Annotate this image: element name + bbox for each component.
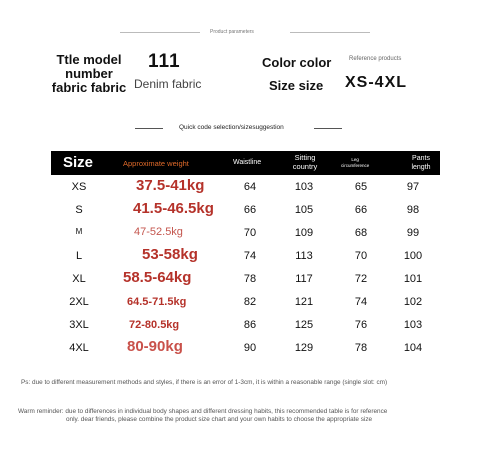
cell-size: XS [71, 181, 87, 193]
cell-sitting: 129 [294, 342, 314, 354]
section-rule-left [135, 128, 163, 129]
title-label [49, 53, 129, 95]
header-sitting-line: country [292, 162, 318, 171]
size-range: XS-4XL [345, 74, 408, 91]
header-size: Size [63, 154, 94, 171]
cell-sitting: 109 [294, 227, 314, 239]
cell-sitting: 121 [294, 296, 314, 308]
cell-size: 3XL [69, 319, 89, 331]
cell-sitting: 125 [294, 319, 314, 331]
cell-weight: 80-90kg [127, 338, 183, 355]
warm-reminder-line2: only. dear friends, please combine the product size chart and your own habits to choose the appropriate size [66, 416, 373, 423]
cell-leg: 72 [354, 273, 368, 285]
cell-weight: 58.5-64kg [123, 269, 192, 286]
cell-leg: 66 [354, 204, 368, 216]
section-title: Quick code selection/sizesuggestion [179, 124, 284, 131]
warm-reminder-line1: Warm reminder: due to differences in individual body shapes and different dressing habits, this recommended table is for reference [18, 408, 388, 415]
cell-leg: 74 [354, 296, 368, 308]
cell-length: 97 [406, 181, 420, 193]
cell-weight: 53-58kg [142, 246, 198, 263]
header-weight: Approximate weight [123, 159, 189, 168]
size-label: Size size [269, 78, 324, 93]
cell-waist: 86 [243, 319, 257, 331]
cell-sitting: 117 [295, 273, 313, 285]
top-rule-left [120, 32, 200, 33]
cell-waist: 66 [243, 204, 257, 216]
table-header [51, 151, 440, 175]
cell-length: 99 [406, 227, 420, 239]
header-leg-line: circumference [341, 163, 370, 168]
header-length-line: length [411, 164, 431, 171]
color-value: Reference products [349, 56, 402, 62]
header-leg [341, 157, 369, 169]
cell-weight: 41.5-46.5kg [133, 200, 214, 217]
cell-length: 98 [406, 204, 420, 216]
header-leg-line: Leg [351, 157, 359, 162]
title-label-line: number [65, 66, 113, 81]
cell-waist: 82 [243, 296, 257, 308]
cell-length: 102 [403, 296, 423, 308]
section-rule-right [314, 128, 342, 129]
cell-leg: 65 [354, 181, 368, 193]
header-length-line: Pants [412, 155, 430, 162]
cell-waist: 74 [243, 250, 257, 262]
cell-leg: 68 [354, 227, 368, 239]
cell-size: 2XL [69, 296, 89, 308]
header-length [407, 154, 435, 172]
fabric-value: Denim fabric [134, 77, 202, 91]
cell-length: 103 [403, 319, 423, 331]
header-sitting-line: Sitting [294, 153, 316, 162]
cell-waist: 90 [243, 342, 257, 354]
title-label-line: fabric fabric [51, 80, 127, 95]
cell-size: XL [72, 273, 86, 285]
cell-length: 100 [403, 250, 423, 262]
cell-weight: 47-52.5kg [134, 226, 183, 238]
cell-leg: 76 [354, 319, 368, 331]
cell-sitting: 113 [295, 250, 313, 262]
cell-length: 101 [403, 273, 423, 285]
cell-sitting: 103 [294, 181, 314, 193]
cell-waist: 78 [243, 273, 257, 285]
top-caption: Product parameters [210, 29, 254, 35]
color-label: Color color [262, 55, 332, 70]
top-rule-right [290, 32, 370, 33]
cell-sitting: 105 [294, 204, 314, 216]
header-waist: Waistline [233, 159, 262, 166]
cell-leg: 70 [354, 250, 368, 262]
cell-size: L [75, 250, 83, 262]
title-label-line: Ttle model [56, 52, 122, 67]
cell-size: 4XL [69, 342, 89, 354]
cell-weight: 64.5-71.5kg [127, 296, 187, 308]
cell-length: 104 [403, 342, 423, 354]
cell-weight: 72-80.5kg [129, 319, 180, 331]
cell-weight: 37.5-41kg [136, 177, 205, 194]
ps-note: Ps: due to different measurement methods and styles, if there is an error of 1-3cm, it is within a reasonable range (single slot: cm) [21, 379, 388, 386]
cell-size: S [75, 204, 83, 216]
cell-waist: 64 [243, 181, 257, 193]
model-number: 111 [148, 51, 181, 72]
cell-size: M [75, 227, 83, 236]
cell-leg: 78 [354, 342, 368, 354]
cell-waist: 70 [243, 227, 257, 239]
header-sitting [288, 153, 322, 171]
